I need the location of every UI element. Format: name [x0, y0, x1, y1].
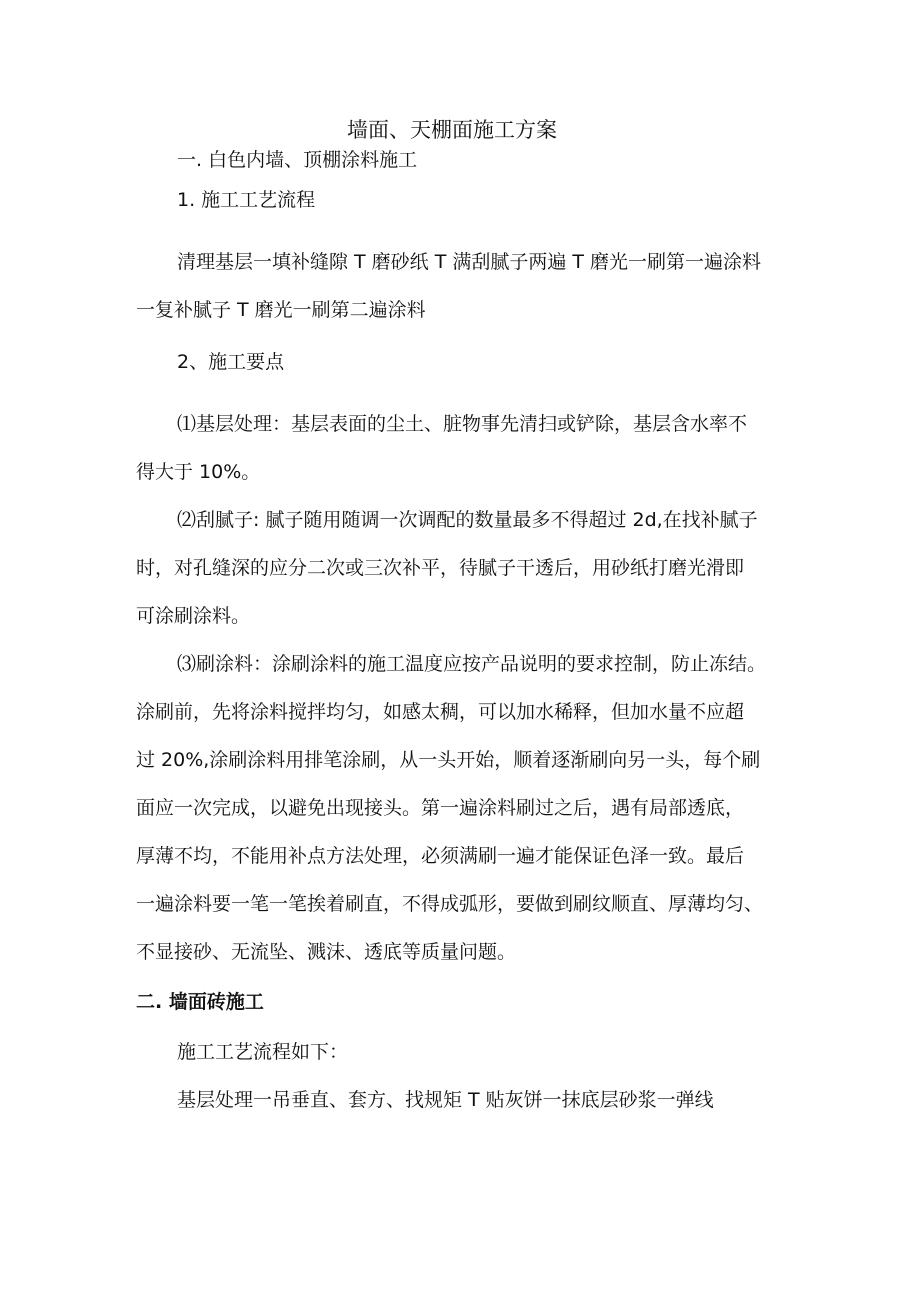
paragraph-line: 过 20%,涂刷涂料用排笔涂刷，从一头开始，顺着逐渐刷向另一头，每个刷 [136, 749, 761, 771]
flow-text-line: 一复补腻子 T 磨光一刷第二遍涂料 [136, 299, 426, 321]
paragraph-line: ⑵刮腻子: 腻子随用随调一次调配的数量最多不得超过 2d,在找补腻子 [177, 509, 758, 531]
section2-heading: 二. 墙面砖施工 [136, 991, 264, 1013]
paragraph-line: 时，对孔缝深的应分二次或三次补平，待腻子干透后，用砂纸打磨光滑即 [136, 557, 745, 579]
paragraph-line: 一遍涂料要一笔一笔挨着刷直，不得成弧形，要做到刷纹顺直、厚薄均匀、 [136, 893, 764, 915]
paragraph-line: 厚薄不均，不能用补点方法处理，必须满刷一遍才能保证色泽一致。最后 [136, 845, 745, 867]
flow-text-line: 基层处理一吊垂直、套方、找规矩 T 贴灰饼一抹底层砂浆一弹线 [177, 1089, 714, 1111]
section1-sub1-heading: 1. 施工工艺流程 [177, 189, 316, 211]
paragraph-line: ⑶刷涂料：涂刷涂料的施工温度应按产品说明的要求控制，防止冻结。 [177, 653, 767, 675]
paragraph-line: 可涂刷涂料。 [136, 605, 251, 627]
section1-sub2-heading: 2、施工要点 [177, 351, 285, 373]
paragraph-line: 得大于 10%。 [136, 461, 261, 483]
section1-heading: 一. 白色内墙、顶棚涂料施工 [177, 149, 418, 171]
document-title: 墙面、天棚面施工方案 [347, 118, 557, 142]
paragraph-line: 涂刷前，先将涂料搅拌均匀，如感太稠，可以加水稀释，但加水量不应超 [136, 701, 745, 723]
paragraph-line: 不显接砂、无流坠、溅沫、透底等质量问题。 [136, 941, 517, 963]
section2-intro: 施工工艺流程如下： [177, 1041, 349, 1063]
paragraph-line: 面应一次完成，以避免出现接头。第一遍涂料刷过之后，遇有局部透底， [136, 797, 745, 819]
paragraph-line: ⑴基层处理：基层表面的尘土、脏物事先清扫或铲除，基层含水率不 [177, 413, 748, 435]
flow-text-line: 清理基层一填补缝隙 T 磨砂纸 T 满刮腻子两遍 T 磨光一刷第一遍涂料 [177, 251, 762, 273]
